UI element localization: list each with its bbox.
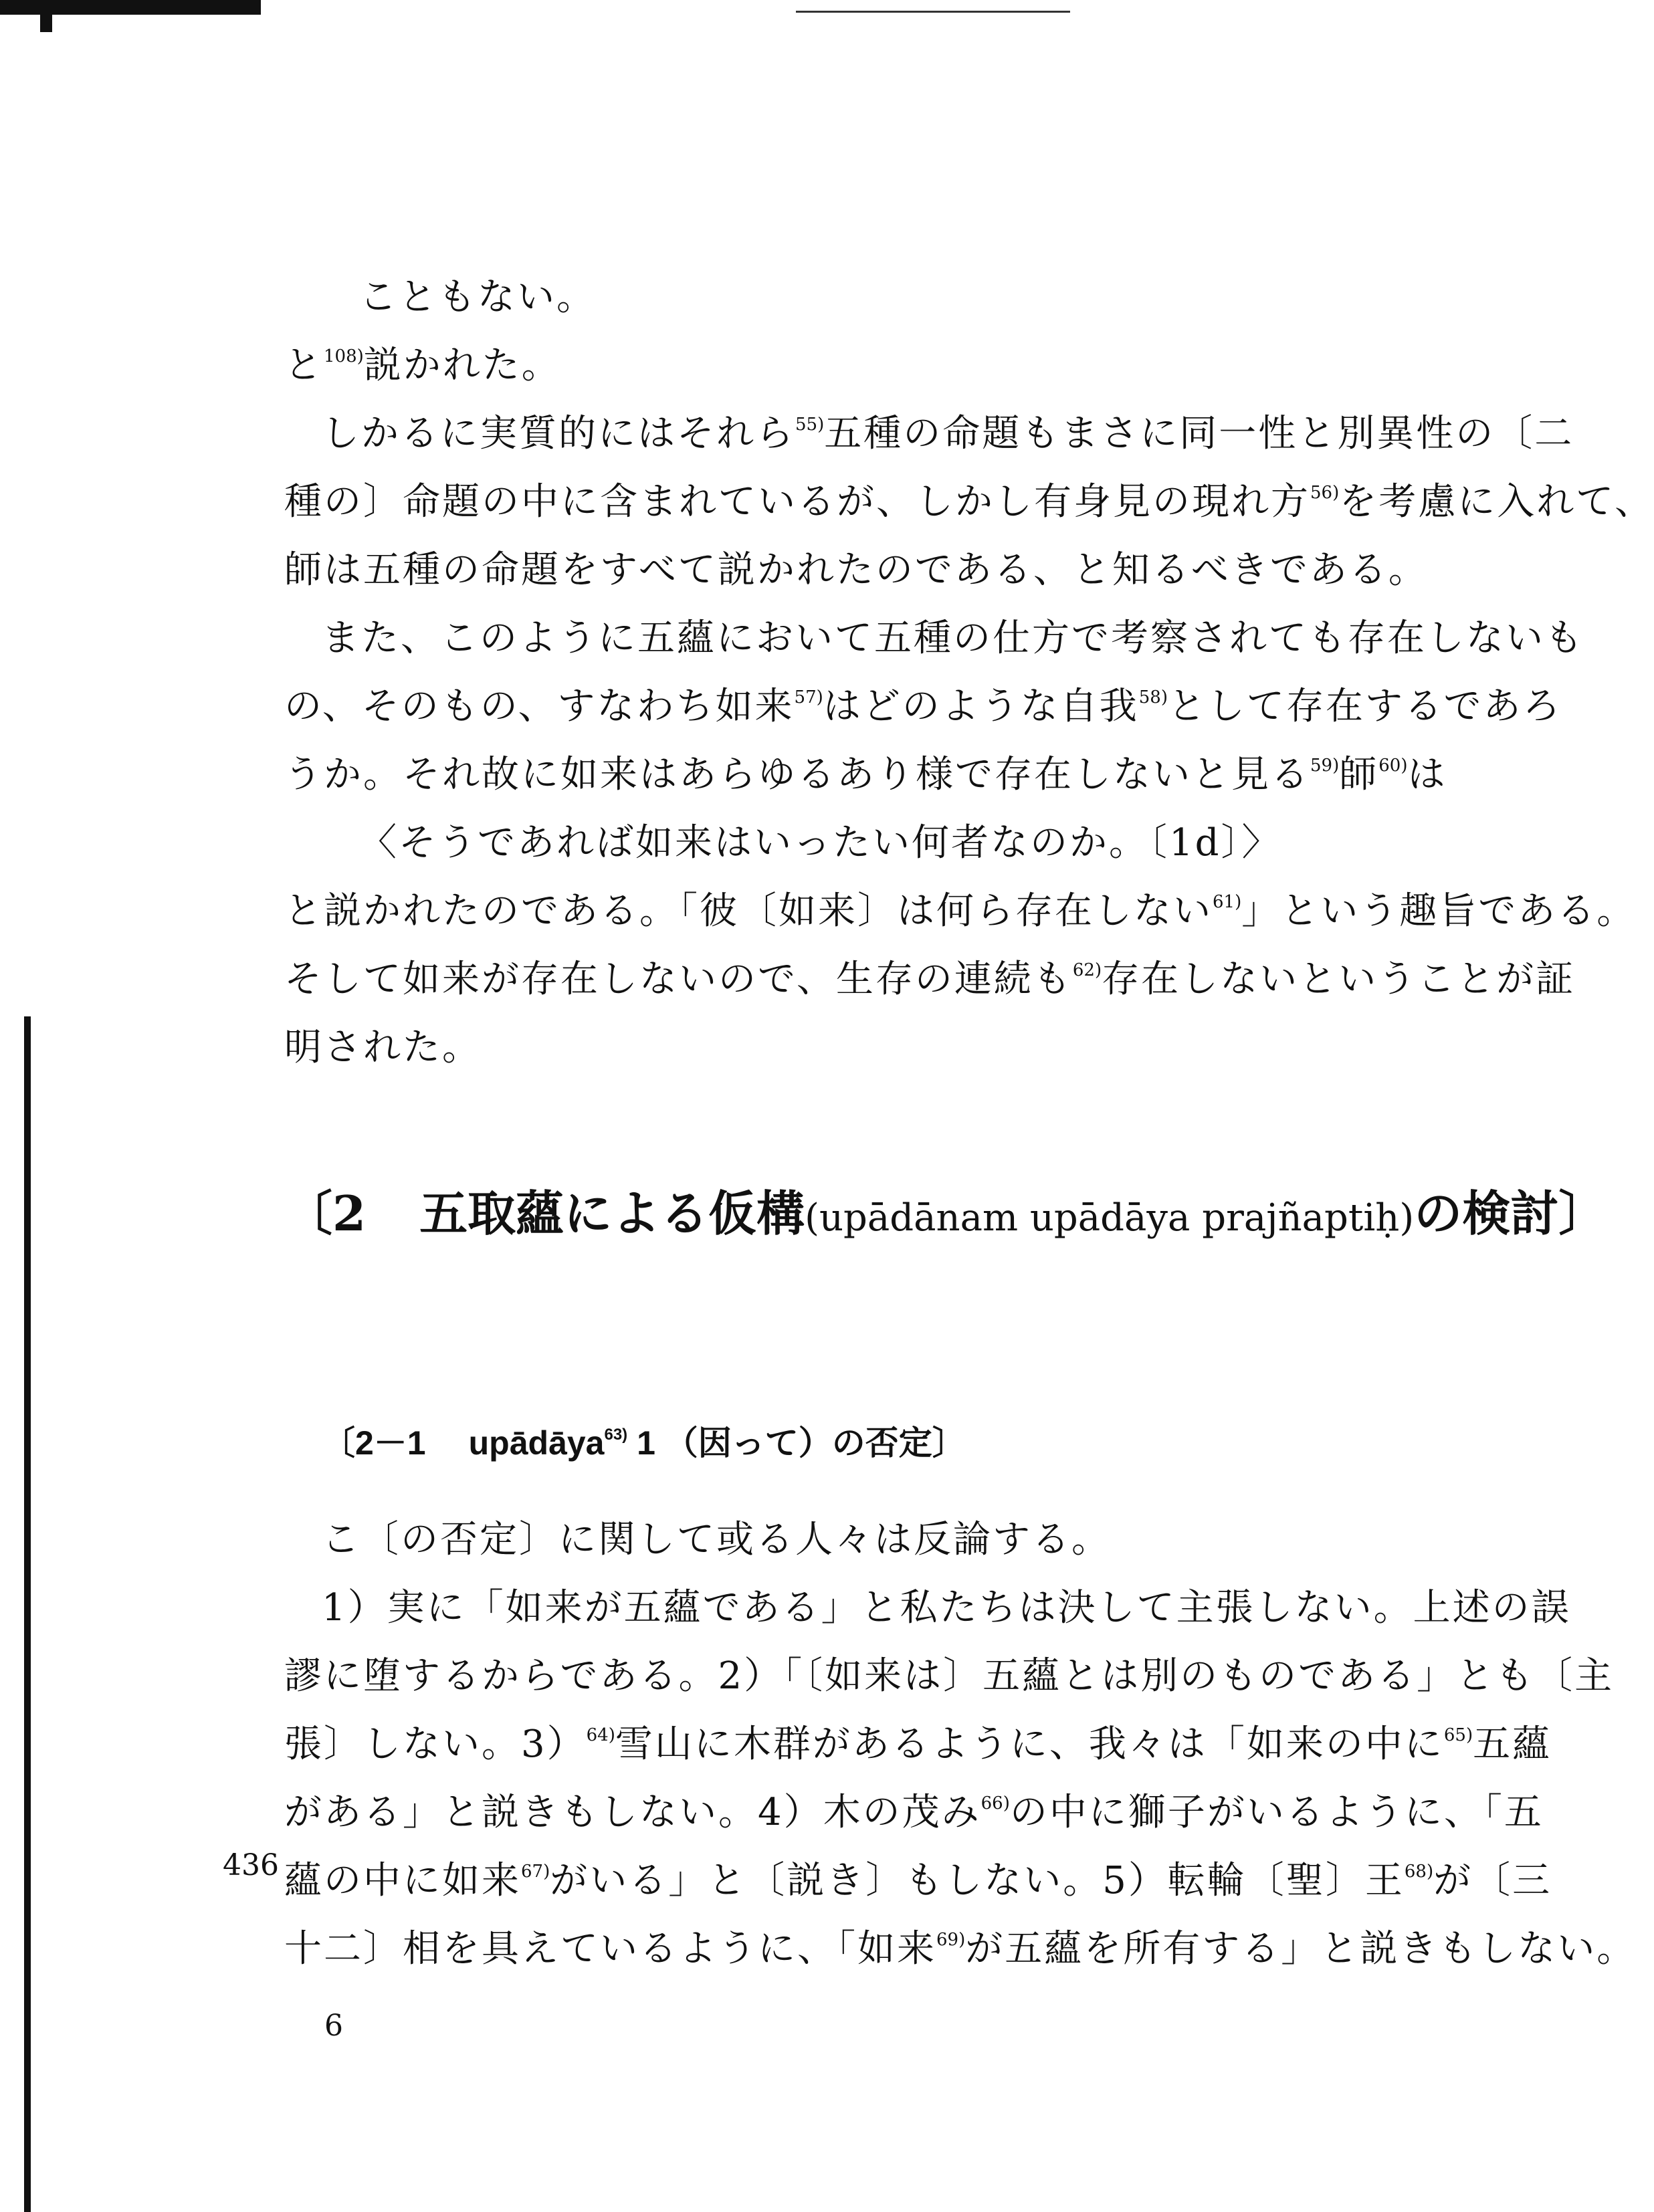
text-line: そして如来が存在しないので、生存の連続も$^{62)}$存在しないということが証 [284,958,1576,1001]
text-line: 明された。 [284,1026,482,1069]
text-line: うか。それ故に如来はあらゆるあり様で存在しないと見る$^{59)}$師$^{60)}$は [284,753,1447,796]
footnote-ref: 56) [1310,483,1340,503]
text-line: 蘊の中に如来$^{67)}$がいる」と〔説き〕もしない。5）転輪〔聖〕王$^{68)}$が〔三 [284,1859,1552,1902]
text-line: こともない。 [359,275,596,319]
footnote-ref: 66) [980,1793,1010,1813]
footnote-ref: 64) [586,1725,615,1745]
footnote-ref: 62) [1072,960,1102,980]
binding-margin-line [24,1016,31,2212]
footnote-ref: 108) [324,346,364,366]
footnote-ref: 69) [936,1930,966,1950]
footnote-ref: 55) [795,415,825,435]
page-number: 6 [324,2009,343,2043]
footnote-ref: 68) [1404,1862,1434,1882]
footnote-ref: 67) [521,1862,550,1882]
quoted-verse: 〈そうであれば如来はいったい何者なのか。〔1d〕〉 [359,821,1281,865]
scan-edge-mark [0,0,261,15]
section-heading: 〔2 五取蘊による仮構(upādānam upādāya prajñaptiḥ)の検討〕 [284,1185,1607,1242]
text-line: がある」と説きもしない。4）木の茂み$^{66)}$の中に獅子がいるように、「五 [284,1791,1544,1834]
footnote-ref: 60) [1378,756,1408,776]
footnote-ref: 61) [1213,892,1242,912]
text-line: の、そのもの、すなわち如来$^{57)}$はどのような自我$^{58)}$として存在するであろ [284,685,1562,728]
scan-edge-mark-tick [40,15,52,32]
text-line: 種の〕命題の中に含まれているが、しかし有身見の現れ方$^{56)}$を考慮に入れて、 [284,480,1654,524]
footnote-ref: 63) [604,1426,628,1444]
page-body [284,0,1654,2212]
text-line: 謬に堕するからである。2）「〔如来は〕五蘊とは別のものである」とも〔主 [284,1654,1615,1698]
text-line: と説かれたのである。「彼〔如来〕は何ら存在しない$^{61)}$」という趣旨である。 [284,889,1637,933]
text-line: こ〔の否定〕に関して或る人々は反論する。 [322,1518,1111,1561]
margin-page-number: 436 [223,1848,279,1882]
footnote-ref: 58) [1138,687,1168,707]
footnote-ref: 59) [1310,756,1340,776]
text-line: 師は五種の命題をすべて説かれたのである、と知るべきである。 [284,548,1428,592]
text-line: 1）実に「如来が五蘊である」と私たちは決して主張しない。上述の誤 [322,1586,1571,1630]
text-line: 十二〕相を具えているように、「如来$^{69)}$が五蘊を所有する」と説きもしない。 [284,1927,1637,1971]
text-line: 張〕しない。3）$^{64)}$雪山に木群があるように、我々は「如来の中に$^{65)}$五蘊 [284,1723,1552,1766]
footnote-ref: 65) [1443,1725,1473,1745]
text-line: と$^{108)}$説かれた。 [284,344,561,387]
subsection-heading: 〔2－1 upādāya$^{63)}$ 1 （因って）の否定〕 [322,1424,966,1462]
footnote-ref: 57) [794,687,823,707]
text-line: しかるに実質的にはそれら$^{55)}$五種の命題もまさに同一性と別異性の〔二 [322,412,1574,455]
text-line: また、このように五蘊において五種の仕方で考察されても存在しないも [322,617,1584,660]
